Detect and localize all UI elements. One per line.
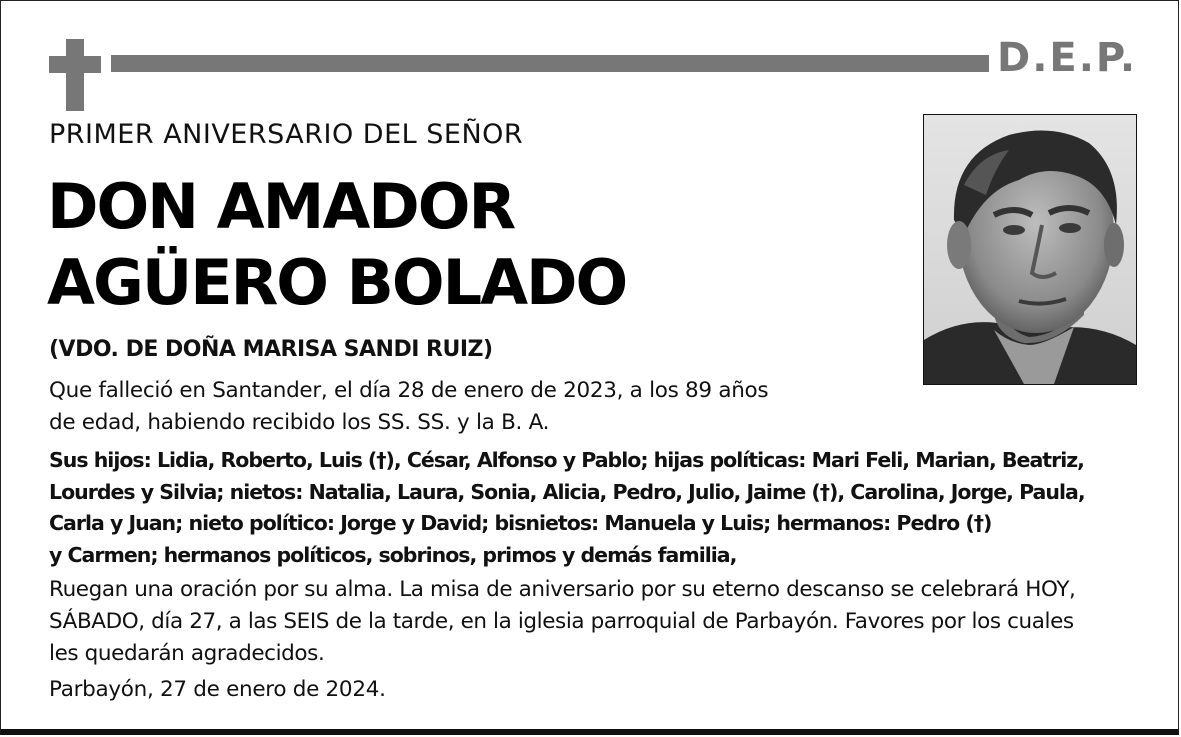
name-line-1: DON AMADOR <box>47 170 515 243</box>
family-line: Carla y Juan; nieto político: Jorge y David; bisnietos: Manuela y Luis; hermanos: Pedro (†) <box>49 511 992 535</box>
place-date: Parbayón, 27 de enero de 2024. <box>49 677 386 702</box>
prayer-line: les quedarán agradecidos. <box>49 641 325 666</box>
death-details <box>49 375 849 439</box>
anniversary-line: PRIMER ANIVERSARIO DEL SEÑOR <box>49 119 524 150</box>
family-list <box>49 445 1159 571</box>
header-rule <box>111 55 989 72</box>
family-line: y Carmen; hermanos políticos, sobrinos, primos y demás familia, <box>49 542 737 567</box>
prayer-line: SÁBADO, día 27, a las SEIS de la tarde, en la iglesia parroquial de Parbayón. Favores por los cuales <box>49 609 1074 634</box>
prayer-line: Ruegan una oración por su alma. La misa de aniversario por su eterno descanso se celebrará HOY, <box>49 577 1076 602</box>
widower-line: (VDO. DE DOÑA MARISA SANDI RUIZ) <box>49 337 493 362</box>
family-line: Sus hijos: Lidia, Roberto, Luis (†), César, Alfonso y Pablo; hijas políticas: Mari Feli, Marian, Beatriz, <box>49 448 1084 472</box>
death-line-2: de edad, habiendo recibido los SS. SS. y la B. A. <box>49 410 550 435</box>
death-line-1: Que falleció en Santander, el día 28 de enero de 2023, a los 89 años <box>49 378 769 403</box>
cross-icon <box>49 39 101 111</box>
family-line: Lourdes y Silvia; nietos: Natalia, Laura, Sonia, Alicia, Pedro, Julio, Jaime (†), Carolina, Jorge, Paula, <box>49 479 1085 504</box>
portrait-photo <box>923 114 1137 385</box>
name-line-2: AGÜERO BOLADO <box>47 246 627 319</box>
prayer-request <box>49 574 1159 670</box>
dep-label: D.E.P. <box>997 35 1138 81</box>
deceased-name <box>47 169 626 321</box>
